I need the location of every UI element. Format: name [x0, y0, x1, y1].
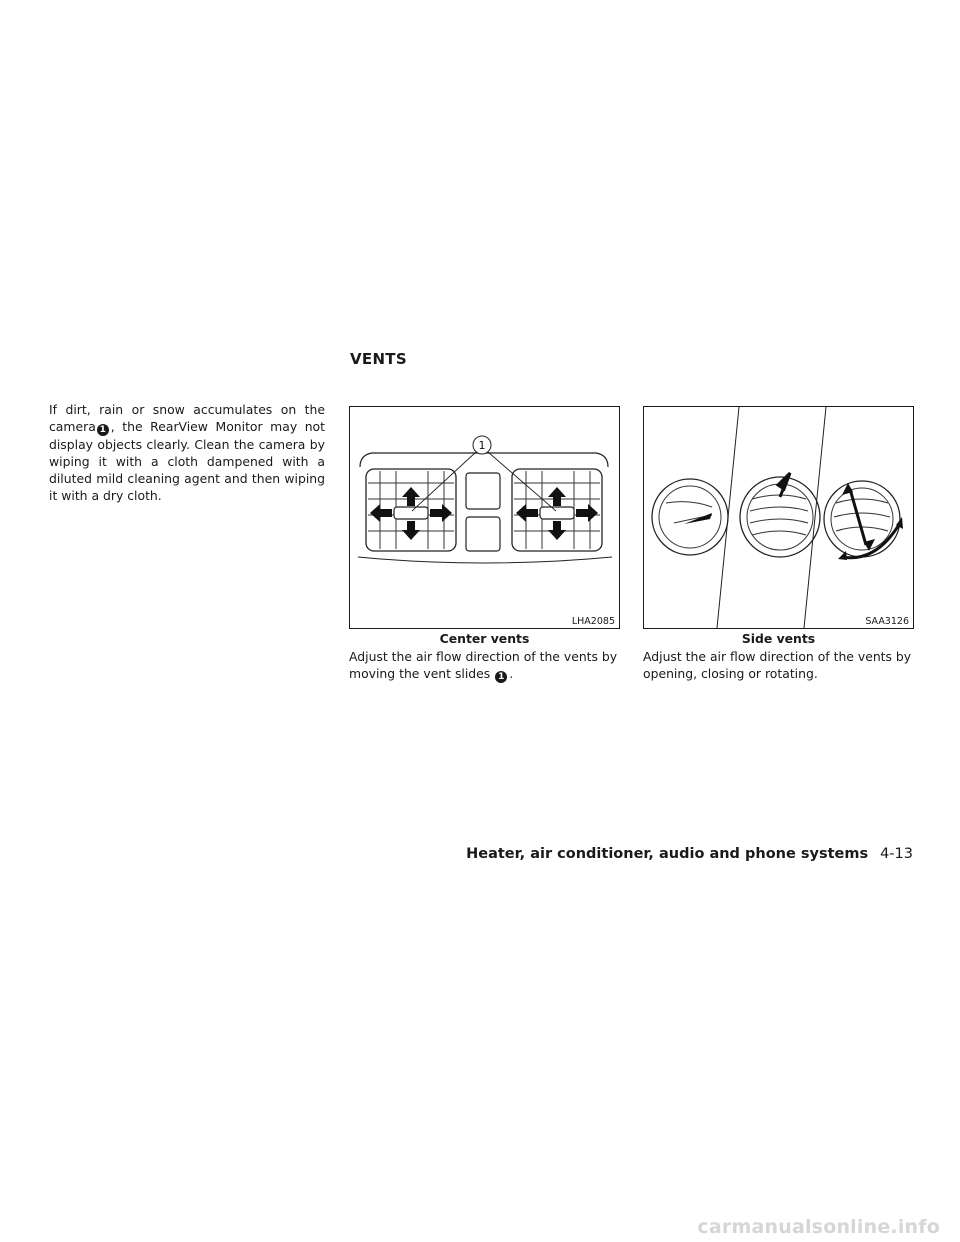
side-vents-illustration [644, 407, 913, 628]
camera-text-before: If dirt, rain or snow accumulates on the camera [49, 402, 325, 434]
side-vents-description: Adjust the air flow direction of the vents by opening, closing or rotating. [643, 649, 912, 681]
figure-callout-number: 1 [478, 439, 486, 452]
watermark: carmanualsonline.info [697, 1216, 940, 1238]
center-vents-caption: Center vents [439, 631, 530, 646]
center-desc-after: . [509, 666, 514, 681]
side-vents-caption: Side vents [741, 631, 816, 646]
callout-marker: 1 [495, 671, 507, 683]
camera-cleaning-paragraph [49, 401, 325, 504]
camera-text-after: , the RearView Monitor may not display objects clearly. Clean the camera by wiping it with a cloth dampened with a diluted mild cleaning agent and then wiping it with a dry cloth. [49, 419, 325, 503]
center-vents-figure-code: LHA2085 [571, 616, 615, 627]
side-vents-figure [643, 406, 914, 629]
center-vents-figure [349, 406, 620, 629]
center-vents-description [349, 648, 625, 683]
footer-chapter: Heater, air conditioner, audio and phone systems [466, 846, 869, 862]
center-desc-before: Adjust the air flow direction of the vents by moving the vent slides [349, 649, 618, 681]
callout-marker: 1 [97, 424, 109, 436]
section-heading: VENTS [350, 350, 407, 368]
page-footer [466, 846, 913, 862]
footer-page-number: 4-13 [880, 846, 913, 862]
center-vents-illustration [350, 407, 619, 628]
side-vents-figure-code: SAA3126 [865, 616, 909, 627]
